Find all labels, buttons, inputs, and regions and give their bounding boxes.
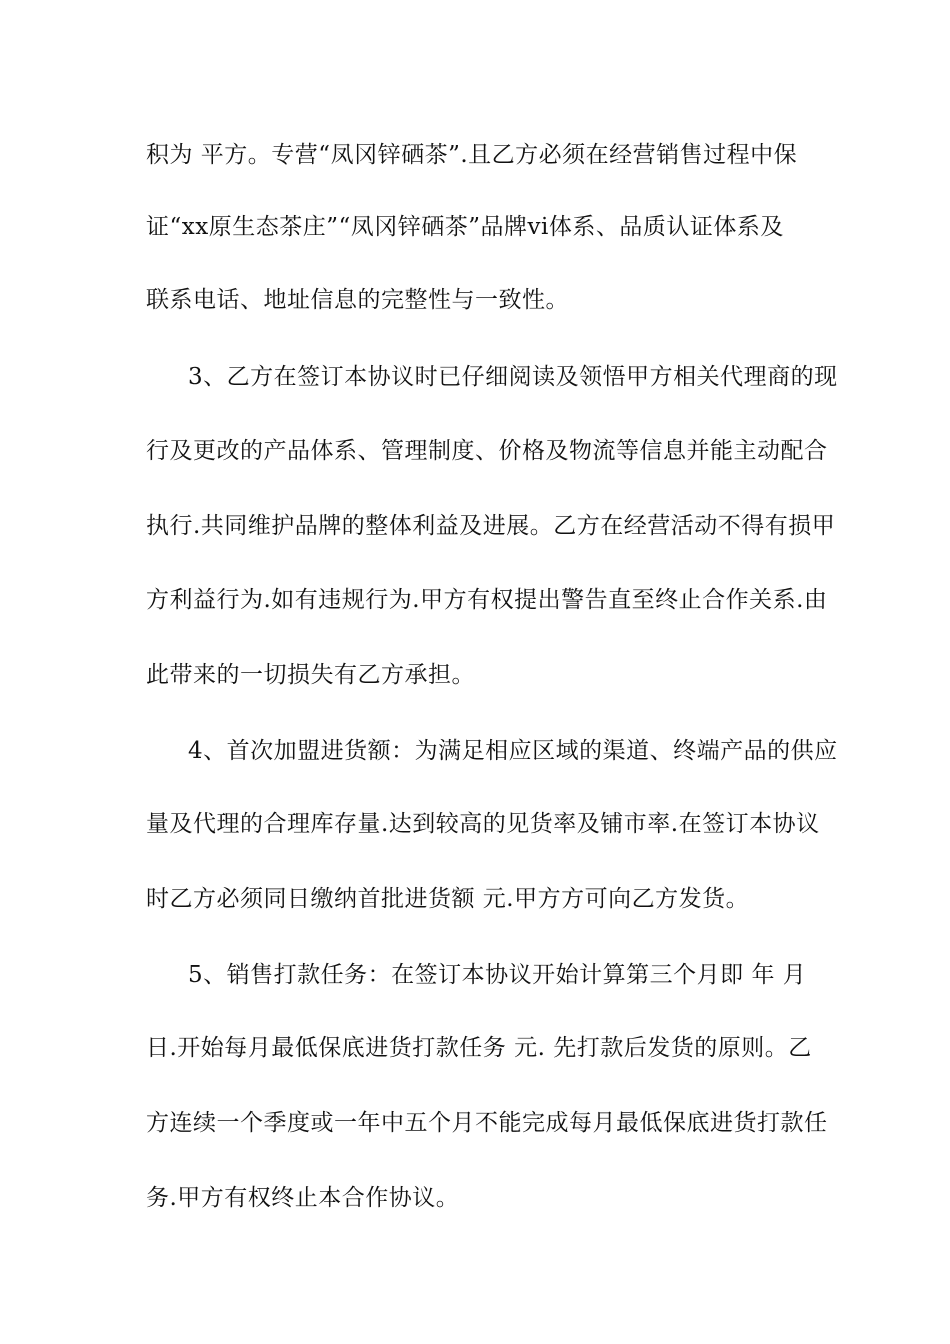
text-line: 联系电话、地址信息的完整性与一致性。 bbox=[146, 287, 569, 313]
text-line: 执行.共同维护品牌的整体利益及进展。乙方在经营活动不得有损甲 bbox=[146, 513, 836, 539]
text-line: 量及代理的合理库存量.达到较高的见货率及铺市率.在签订本协议 bbox=[146, 811, 820, 837]
text-line: 日.开始每月最低保底进货打款任务 元. 先打款后发货的原则。乙 bbox=[146, 1035, 812, 1061]
paragraph-5-start: 5、销售打款任务：在签订本协议开始计算第三个月即 年 月 bbox=[188, 962, 807, 988]
paragraph-4-start: 4、首次加盟进货额：为满足相应区域的渠道、终端产品的供应 bbox=[188, 738, 838, 764]
text-line: 此带来的一切损失有乙方承担。 bbox=[146, 662, 475, 688]
text-line: 方连续一个季度或一年中五个月不能完成每月最低保底进货打款任 bbox=[146, 1110, 828, 1136]
text-line: 时乙方必须同日缴纳首批进货额 元.甲方方可向乙方发货。 bbox=[146, 886, 750, 912]
text-line: 行及更改的产品体系、管理制度、价格及物流等信息并能主动配合 bbox=[146, 438, 828, 464]
paragraph-3-start: 3、乙方在签订本协议时已仔细阅读及领悟甲方相关代理商的现 bbox=[188, 364, 838, 390]
text-line: 证“xx原生态茶庄”“凤冈锌硒茶”品牌vi体系、品质认证体系及 bbox=[146, 214, 784, 240]
text-line: 积为 平方。专营“凤冈锌硒茶”.且乙方必须在经营销售过程中保 bbox=[146, 142, 798, 168]
text-line: 方利益行为.如有违规行为.甲方有权提出警告直至终止合作关系.由 bbox=[146, 587, 828, 613]
text-line: 务.甲方有权终止本合作协议。 bbox=[146, 1185, 460, 1211]
